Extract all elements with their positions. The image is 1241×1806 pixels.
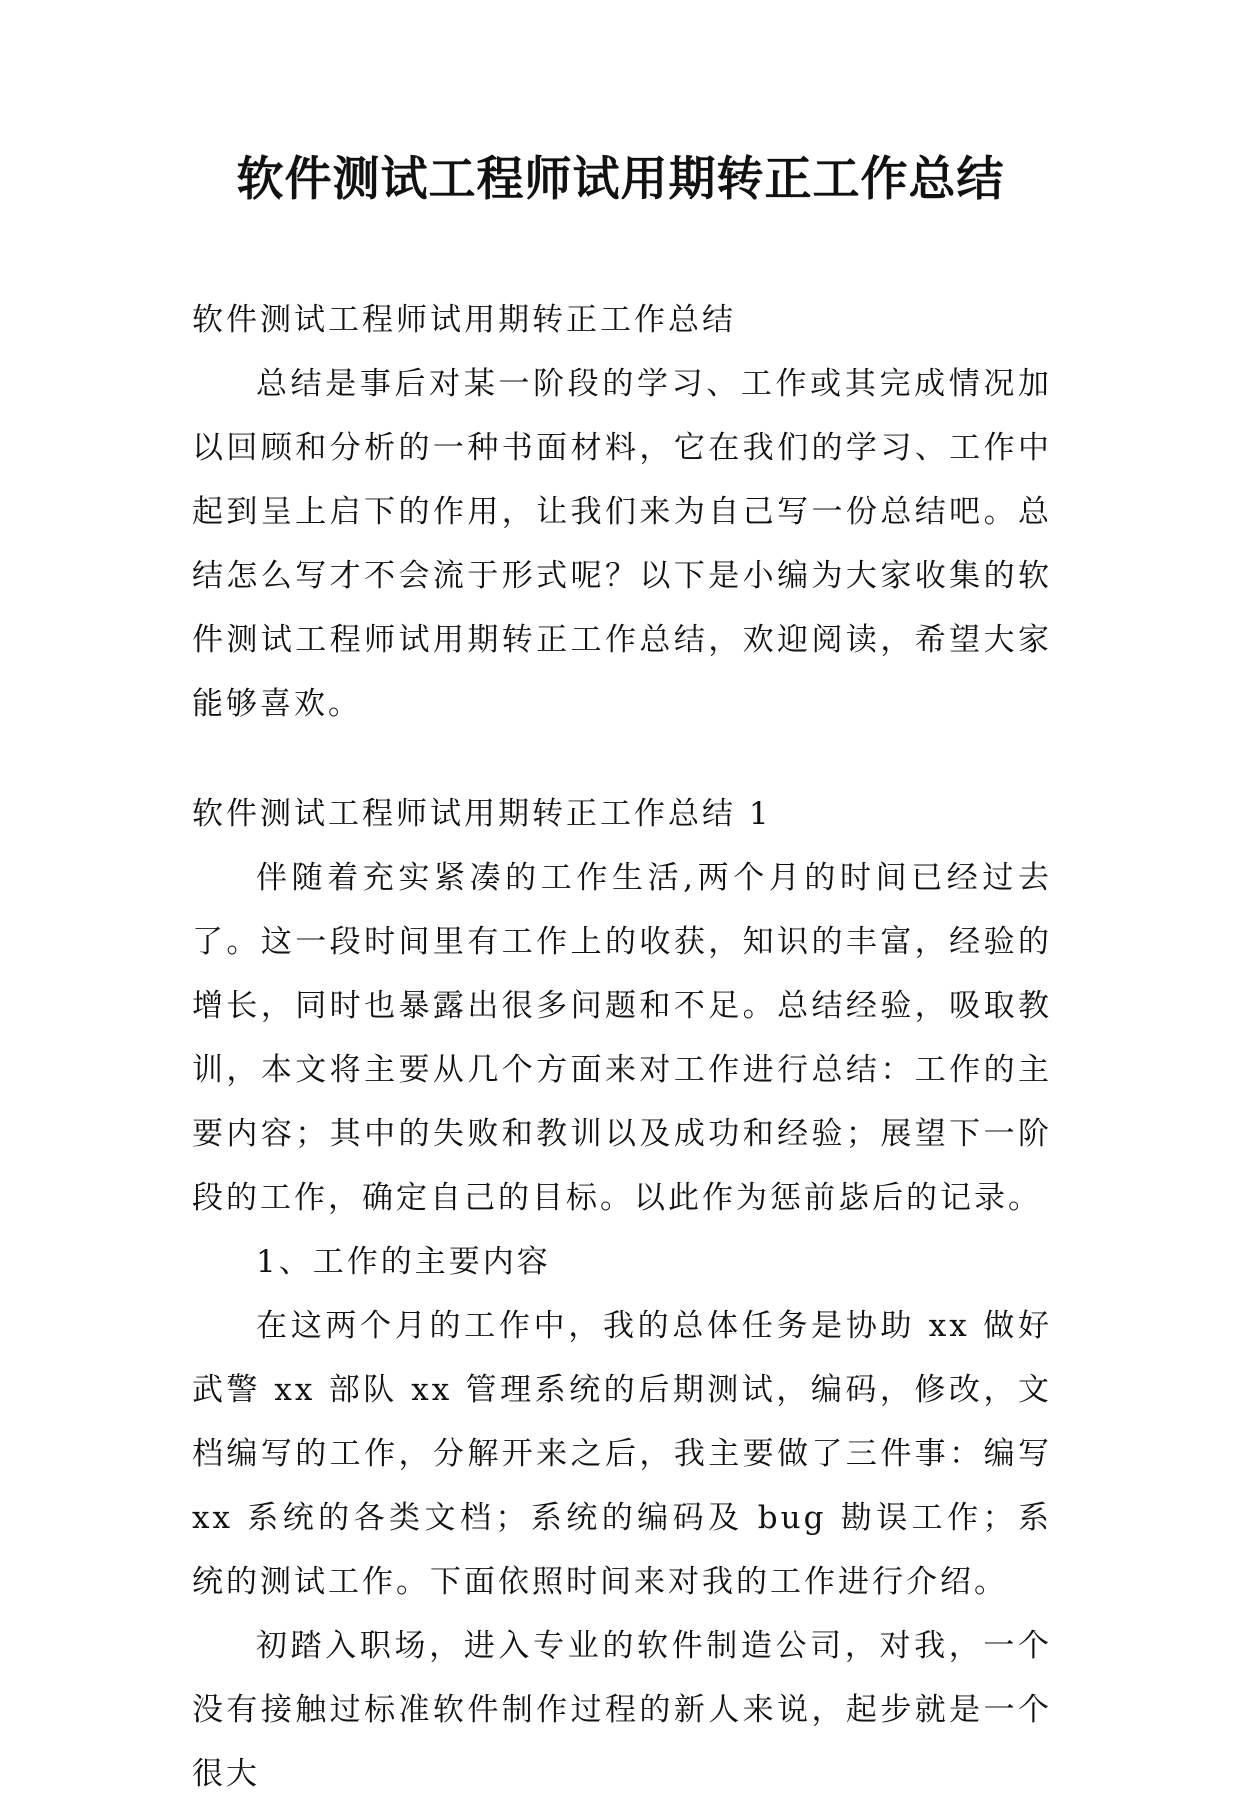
document-title: 软件测试工程师试用期转正工作总结 — [236, 152, 1005, 207]
body-paragraph-3: 初踏入职场，进入专业的软件制造公司，对我，一个没有接触过标准软件制作过程的新人来说，起步就是一个很大 — [192, 1628, 1052, 1792]
section-heading-work-content: 1、工作的主要内容 — [256, 1244, 551, 1280]
heading-section-1: 软件测试工程师试用期转正工作总结 1 — [192, 796, 772, 832]
intro-paragraph: 总结是事后对某一阶段的学习、工作或其完成情况加以回顾和分析的一种书面材料，它在我们的学习、工作中起到呈上启下的作用，让我们来为自己写一份总结吧。总结怎么写才不会流于形式呢？以下是小编为大家收集的软件测试工程师试用期转正工作总结，欢迎阅读，希望大家能够喜欢。 — [192, 366, 1052, 722]
document-body — [192, 288, 1052, 1806]
paragraph-gap — [192, 736, 1052, 782]
body-paragraph-1: 伴随着充实紧凑的工作生活,两个月的时间已经过去了。这一段时间里有工作上的收获，知识的丰富，经验的增长，同时也暴露出很多问题和不足。总结经验，吸取教训，本文将主要从几个方面来对工作进行总结：工作的主要内容；其中的失败和教训以及成功和经验；展望下一阶段的工作，确定自己的目标。以此作为惩前毖后的记录。 — [192, 860, 1052, 1216]
body-paragraph-2: 在这两个月的工作中，我的总体任务是协助 xx 做好武警 xx 部队 xx 管理系统的后期测试，编码，修改，文档编写的工作，分解开来之后，我主要做了三件事：编写 xx 系统的各类文档；系统的编码及 bug 勘误工作；系统的测试工作。下面依照时间来对我的工作进行介绍。 — [192, 1308, 1052, 1600]
heading-main: 软件测试工程师试用期转正工作总结 — [192, 302, 736, 338]
